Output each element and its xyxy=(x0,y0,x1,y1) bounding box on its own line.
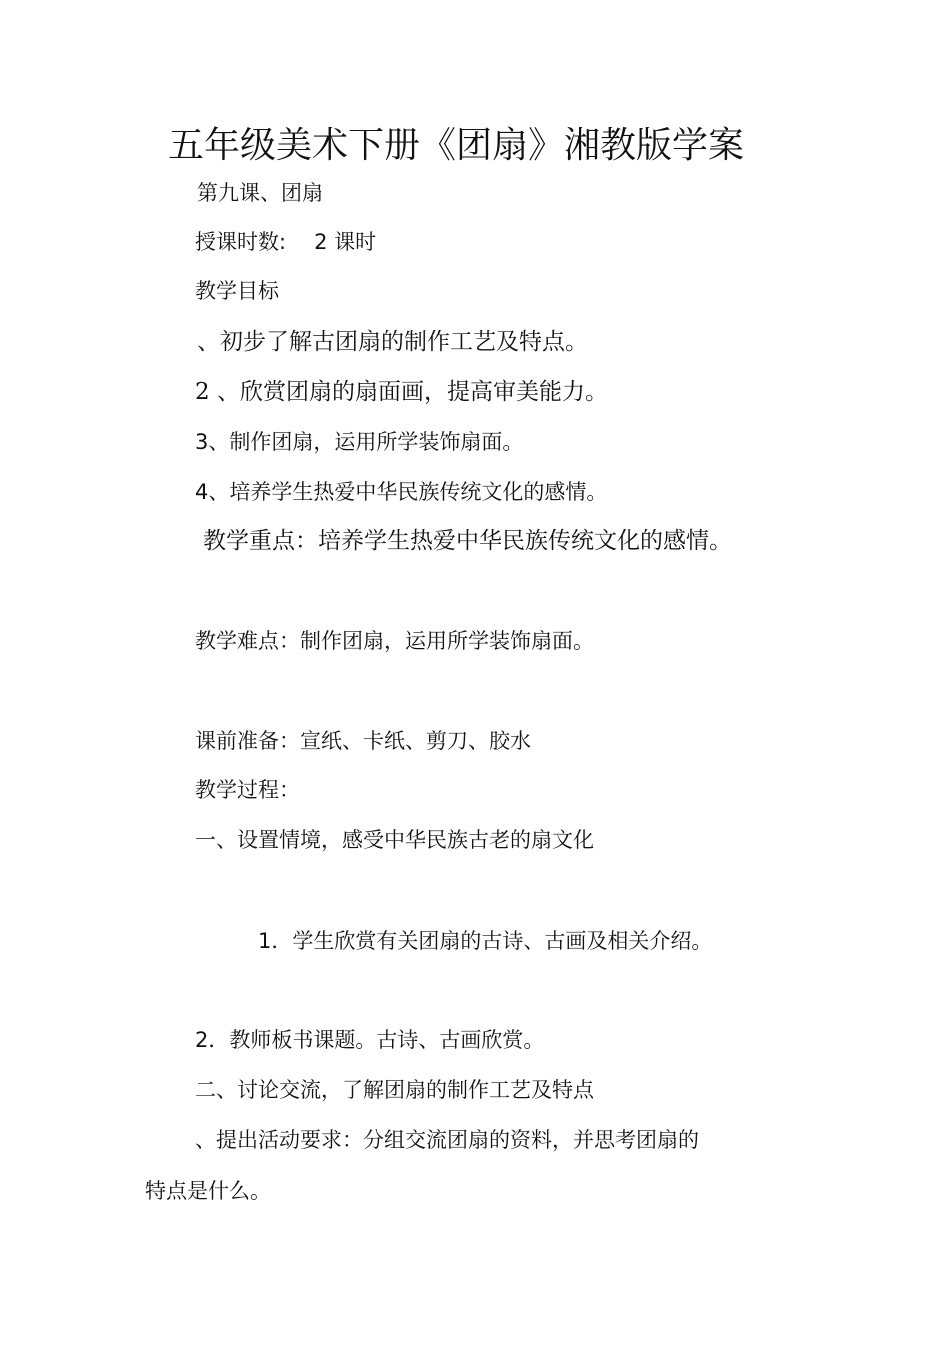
section-1-heading: 一、设置情境，感受中华民族古老的扇文化 xyxy=(195,828,594,852)
process-heading: 教学过程： xyxy=(195,778,300,802)
teaching-hours-label: 授课时数: xyxy=(195,230,287,254)
key-point: 教学重点：培养学生热爱中华民族传统文化的感情。 xyxy=(203,528,732,554)
preparation: 课前准备：宣纸、卡纸、剪刀、胶水 xyxy=(195,729,531,753)
goal-item-3: 3、制作团扇，运用所学装饰扇面。 xyxy=(195,430,524,454)
teaching-hours xyxy=(195,227,376,257)
goal-item-2: 2 、欣赏团扇的扇面画，提高审美能力。 xyxy=(195,379,608,405)
teaching-hours-value: 2 课时 xyxy=(314,230,377,254)
difficulty: 教学难点：制作团扇，运用所学装饰扇面。 xyxy=(195,629,594,653)
goal-item-1: 、初步了解古团扇的制作工艺及特点。 xyxy=(197,329,588,355)
section-2-item-1-line-2: 特点是什么。 xyxy=(145,1179,271,1203)
section-1-item-2: 2．教师板书课题。古诗、古画欣赏。 xyxy=(195,1028,545,1052)
lesson-subtitle: 第九课、团扇 xyxy=(197,181,323,205)
section-2-heading: 二、讨论交流，了解团扇的制作工艺及特点 xyxy=(195,1078,594,1102)
goals-heading: 教学目标 xyxy=(195,279,279,303)
section-1-item-1: 1．学生欣赏有关团扇的古诗、古画及相关介绍。 xyxy=(258,929,713,953)
goal-item-4: 4、培养学生热爱中华民族传统文化的感情。 xyxy=(195,480,608,504)
section-2-item-1-line-1: 、提出活动要求：分组交流团扇的资料，并思考团扇的 xyxy=(195,1128,699,1152)
document-title: 五年级美术下册《团扇》湘教版学案 xyxy=(168,125,745,166)
